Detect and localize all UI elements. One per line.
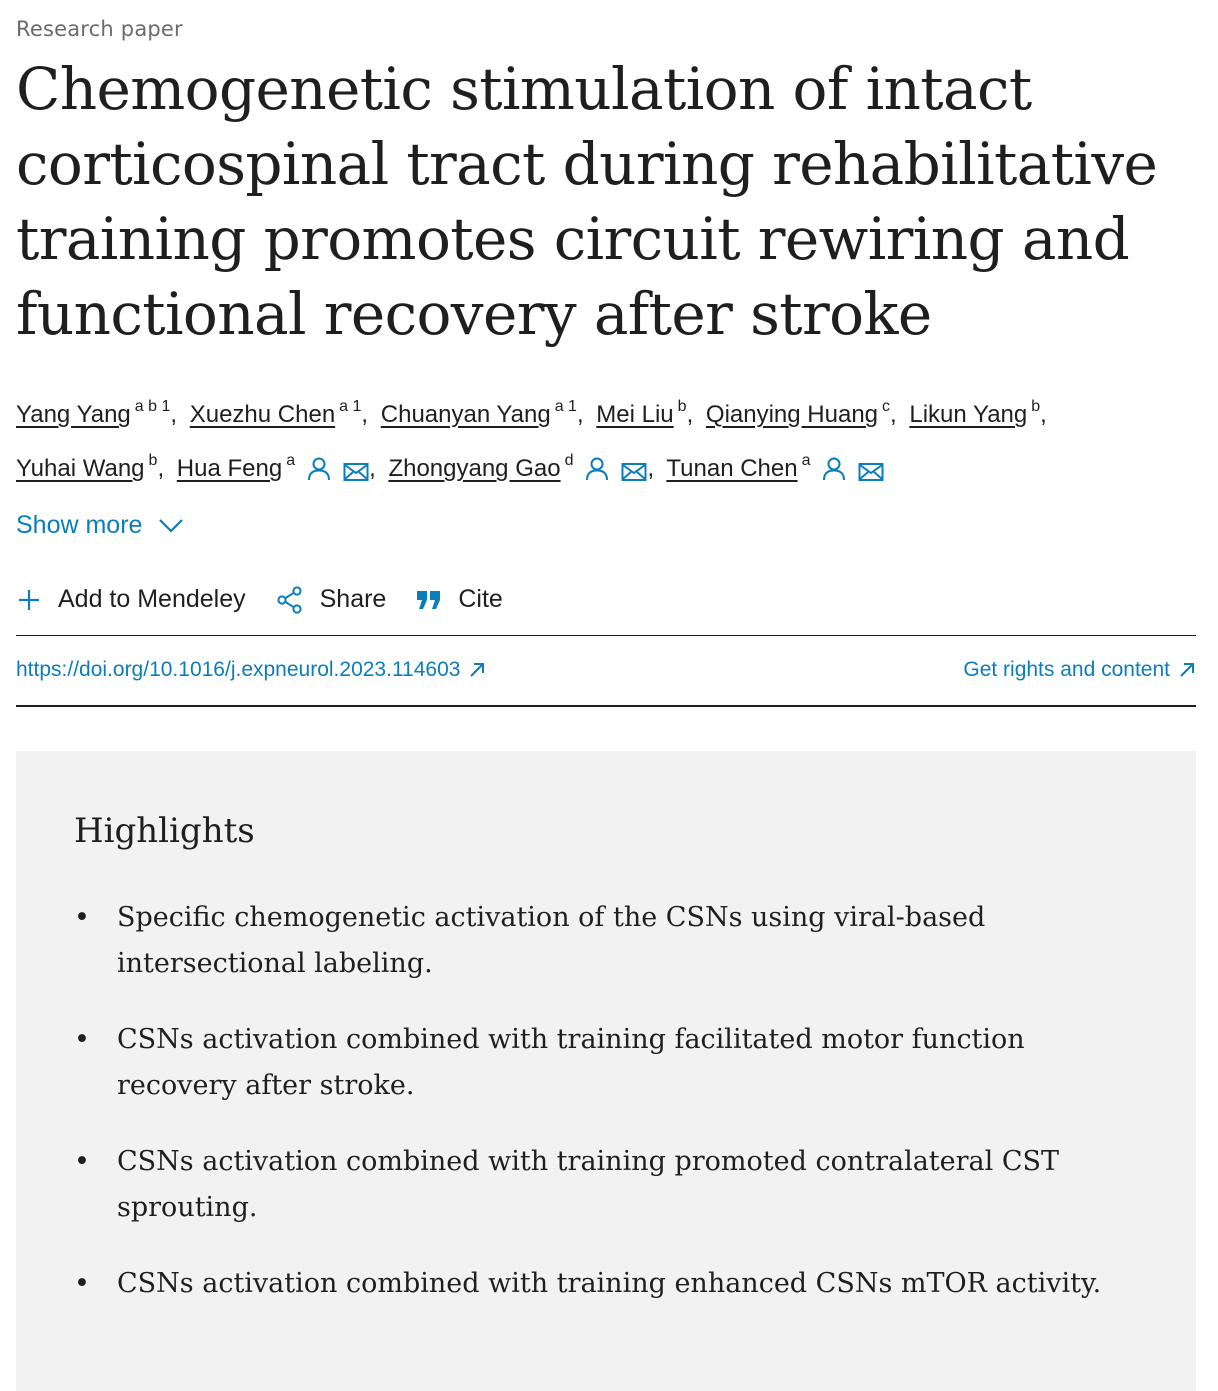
highlights-list	[74, 895, 1134, 1337]
author-name-link[interactable]: Yuhai Wang	[16, 455, 145, 482]
affiliation-superscript[interactable]: a	[801, 452, 811, 469]
doi-text: https://doi.org/10.1016/j.expneurol.2023.114603	[16, 658, 461, 681]
share-icon	[276, 586, 304, 614]
author-separator: ,	[1040, 401, 1047, 428]
article-type: Research paper	[16, 17, 183, 41]
highlights-box	[16, 751, 1196, 1391]
person-icon[interactable]	[822, 456, 846, 482]
author	[16, 452, 170, 482]
author	[189, 398, 374, 428]
affiliation-superscript[interactable]: a 1	[339, 398, 362, 415]
author	[16, 398, 183, 428]
list-item	[74, 1261, 1134, 1307]
divider	[16, 705, 1196, 707]
rights-text: Get rights and content	[963, 658, 1170, 681]
affiliation-superscript[interactable]: a b 1	[134, 398, 171, 415]
add-to-mendeley-button[interactable]	[16, 585, 246, 614]
author	[666, 452, 890, 482]
show-more-label: Show more	[16, 511, 143, 539]
author-name-link[interactable]: Xuezhu Chen	[189, 401, 336, 428]
bullet: •	[74, 1146, 90, 1177]
doi-link[interactable]	[16, 658, 486, 682]
highlight-text: CSNs activation combined with training facilitated motor function recovery after stroke.	[117, 1024, 1025, 1101]
bullet: •	[74, 1268, 90, 1299]
envelope-icon[interactable]	[858, 462, 884, 482]
person-icon[interactable]	[307, 456, 331, 482]
author	[909, 398, 1052, 428]
envelope-icon[interactable]	[343, 462, 369, 482]
list-item	[74, 895, 1134, 987]
get-rights-link[interactable]	[963, 658, 1196, 682]
show-more-button[interactable]	[16, 511, 184, 540]
person-icon[interactable]	[585, 456, 609, 482]
external-link-icon	[1178, 661, 1196, 679]
article-toolbar	[16, 585, 533, 614]
author-separator: ,	[890, 401, 897, 428]
list-item	[74, 1017, 1134, 1109]
author	[380, 398, 590, 428]
author-name-link[interactable]: Likun Yang	[909, 401, 1028, 428]
envelope-icon[interactable]	[621, 462, 647, 482]
affiliation-superscript[interactable]: b	[148, 452, 158, 469]
author-separator: ,	[157, 455, 165, 482]
author-name-link[interactable]: Zhongyang Gao	[388, 455, 561, 482]
author-name-link[interactable]: Qianying Huang	[705, 401, 879, 428]
author-separator: ,	[369, 455, 376, 482]
author	[596, 398, 699, 428]
author-separator: ,	[686, 401, 694, 428]
affiliation-superscript[interactable]: b	[1031, 398, 1041, 415]
share-label: Share	[319, 585, 387, 613]
author-separator: ,	[361, 401, 369, 428]
list-item	[74, 1139, 1134, 1231]
author-name-link[interactable]: Hua Feng	[176, 455, 283, 482]
highlight-text: CSNs activation combined with training promoted contralateral CST sprouting.	[117, 1146, 1060, 1223]
affiliation-superscript[interactable]: d	[564, 452, 574, 469]
author-name-link[interactable]: Yang Yang	[16, 401, 131, 428]
author-list	[16, 384, 1186, 492]
bullet: •	[74, 902, 90, 933]
affiliation-superscript[interactable]: a 1	[554, 398, 577, 415]
author	[388, 452, 660, 482]
affiliation-superscript[interactable]: b	[677, 398, 687, 415]
highlights-heading: Highlights	[74, 811, 255, 851]
article-title: Chemogenetic stimulation of intact corticospinal tract during rehabilitative training promotes circuit rewiring and functional recovery after stroke	[16, 55, 1158, 348]
cite-label: Cite	[458, 585, 503, 613]
affiliation-superscript[interactable]: a	[286, 452, 296, 469]
author	[176, 452, 382, 482]
cite-button[interactable]	[416, 585, 502, 614]
affiliation-superscript[interactable]: c	[882, 398, 891, 415]
author-name-link[interactable]: Mei Liu	[596, 401, 674, 428]
author-separator: ,	[170, 401, 178, 428]
bullet: •	[74, 1024, 90, 1055]
author-separator: ,	[647, 455, 655, 482]
plus-icon	[16, 587, 42, 613]
mendeley-label: Add to Mendeley	[58, 585, 246, 613]
chevron-down-icon	[158, 518, 184, 534]
author-name-link[interactable]: Chuanyan Yang	[380, 401, 551, 428]
external-link-icon	[468, 661, 486, 679]
highlight-text: Specific chemogenetic activation of the CSNs using viral-based intersectional labeling.	[117, 902, 986, 979]
author-name-link[interactable]: Tunan Chen	[666, 455, 798, 482]
highlight-text: CSNs activation combined with training enhanced CSNs mTOR activity.	[117, 1268, 1102, 1299]
quote-icon	[416, 589, 442, 611]
divider	[16, 635, 1196, 636]
author	[705, 398, 903, 428]
share-button[interactable]	[276, 585, 387, 614]
author-separator: ,	[576, 401, 584, 428]
